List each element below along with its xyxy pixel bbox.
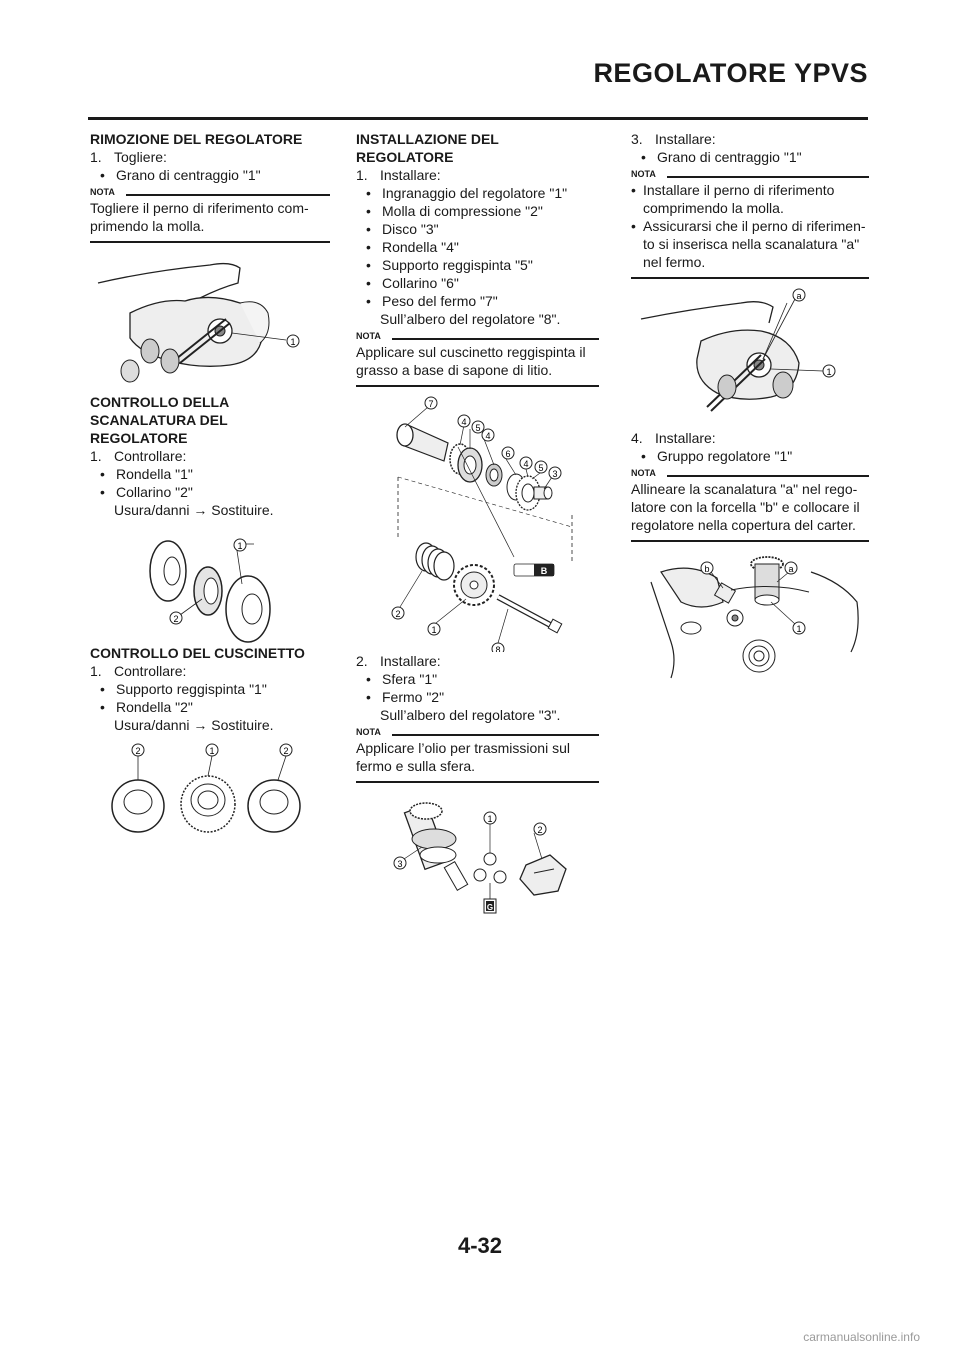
callout-a: a xyxy=(788,564,794,574)
figure-pin-install xyxy=(631,279,869,429)
nota-header: NOTA xyxy=(631,169,869,181)
callout-8: 8 xyxy=(494,645,501,652)
callout-5: 5 xyxy=(474,423,481,433)
nota-text: Applicare sul cuscinetto reggispinta il grasso a base di sapone di litio. xyxy=(356,344,586,378)
callout-1: 1 xyxy=(826,367,832,377)
nota-header: NOTA xyxy=(356,331,599,343)
figure-exploded-governor xyxy=(358,387,598,652)
callout-1: 1 xyxy=(209,746,215,756)
callout-1: 1 xyxy=(486,814,493,824)
callout-4: 4 xyxy=(460,417,467,427)
bullet-item: • Supporto reggispinta "5" xyxy=(366,257,533,273)
nota-header: NOTA xyxy=(356,727,599,739)
column-3 xyxy=(631,130,869,682)
nota-bullet: • Assicurarsi che il perno di riferimen- to si inserisca nella scanalatura "a" nel fermo. xyxy=(631,218,866,270)
callout-3: 3 xyxy=(396,859,403,869)
nota-header: NOTA xyxy=(631,468,869,480)
instruction-note: Usura/danni → Sostituire. xyxy=(114,502,274,518)
instruction-sub: Sull’albero del regolatore "8". xyxy=(380,311,561,327)
bullet-item: • Peso del fermo "7" xyxy=(366,293,498,309)
callout-a: a xyxy=(796,291,802,301)
callout-2: 2 xyxy=(536,825,543,835)
step-item: 1. Controllare: xyxy=(90,663,187,679)
bullet-item: • Supporto reggispinta "1" xyxy=(100,681,267,697)
step-item: 3. Installare: xyxy=(631,131,716,147)
section-heading-bearing-check: CONTROLLO DEL CUSCINETTO xyxy=(90,645,305,661)
instruction-note: Usura/danni → Sostituire. xyxy=(114,717,274,733)
bullet-item: • Molla di compressione "2" xyxy=(366,203,543,219)
bullet-item: • Grano di centraggio "1" xyxy=(641,149,802,165)
column-1 xyxy=(90,130,330,854)
callout-1: 1 xyxy=(430,625,437,635)
section-heading-removal: RIMOZIONE DEL REGOLATORE xyxy=(90,131,303,147)
callout-1: 1 xyxy=(796,624,802,634)
section-heading-groove-check: CONTROLLO DELLA SCANALATURA DEL REGOLATORE xyxy=(90,394,230,446)
nota-bullet: • Installare il perno di riferimento comprimendo la molla. xyxy=(631,182,835,216)
figure-pin-removal xyxy=(90,243,330,393)
bullet-item: • Collarino "6" xyxy=(366,275,459,291)
callout-2: 2 xyxy=(135,746,141,756)
nota-text: Allineare la scanalatura "a" nel rego- latore con la forcella "b" e collocare il regolatore nella copertura del carter. xyxy=(631,481,860,533)
bullet-item: • Gruppo regolatore "1" xyxy=(641,448,793,464)
header-rule xyxy=(88,117,868,120)
callout-3: 3 xyxy=(551,469,558,479)
nota-text: Applicare l’olio per trasmissioni sul fermo e sulla sfera. xyxy=(356,740,570,774)
bullet-item: • Rondella "1" xyxy=(100,466,193,482)
bullet-item: • Grano di centraggio "1" xyxy=(100,167,261,183)
callout-4: 4 xyxy=(522,459,529,469)
page-number: 4-32 xyxy=(457,1233,503,1258)
bullet-item: • Collarino "2" xyxy=(100,484,193,500)
watermark: carmanualsonline.info xyxy=(803,1330,920,1344)
figure-bearing-washers xyxy=(90,734,330,854)
callout-7: 7 xyxy=(427,399,434,409)
bullet-item: • Ingranaggio del regolatore "1" xyxy=(366,185,568,201)
oil-symbol-g: G xyxy=(486,903,493,912)
figure-washer-collar xyxy=(90,519,330,644)
bullet-item: • Rondella "4" xyxy=(366,239,459,255)
column-2 xyxy=(356,130,599,923)
callout-2: 2 xyxy=(173,614,179,624)
page-title: REGOLATORE YPVS xyxy=(593,58,868,88)
callout-b: b xyxy=(704,564,710,574)
step-item: 4. Installare: xyxy=(631,430,716,446)
callout-1: 1 xyxy=(290,337,296,347)
step-item: 2. Installare: xyxy=(356,653,441,669)
callout-6: 6 xyxy=(504,449,511,459)
section-heading-install: INSTALLAZIONE DEL REGOLATORE xyxy=(356,131,499,165)
bullet-item: • Fermo "2" xyxy=(366,689,445,705)
callout-5: 5 xyxy=(537,463,544,473)
callout-1: 1 xyxy=(237,541,243,551)
step-item: 1. Togliere: xyxy=(90,149,167,165)
callout-4: 4 xyxy=(484,431,491,441)
instruction-sub: Sull’albero del regolatore "3". xyxy=(380,707,561,723)
nota-text: Togliere il perno di riferimento com- primendo la molla. xyxy=(90,200,309,234)
step-item: 1. Controllare: xyxy=(90,448,187,464)
callout-2: 2 xyxy=(394,609,401,619)
bullet-item: • Rondella "2" xyxy=(100,699,193,715)
bullet-item: • Sfera "1" xyxy=(366,671,438,687)
step-item: 1. Installare: xyxy=(356,167,441,183)
grease-symbol-b: B xyxy=(540,566,547,576)
callout-2: 2 xyxy=(283,746,289,756)
figure-governor-assembly xyxy=(631,542,869,682)
nota-header: NOTA xyxy=(90,187,330,199)
bullet-item: • Disco "3" xyxy=(366,221,439,237)
figure-ball-stopper xyxy=(358,783,598,923)
